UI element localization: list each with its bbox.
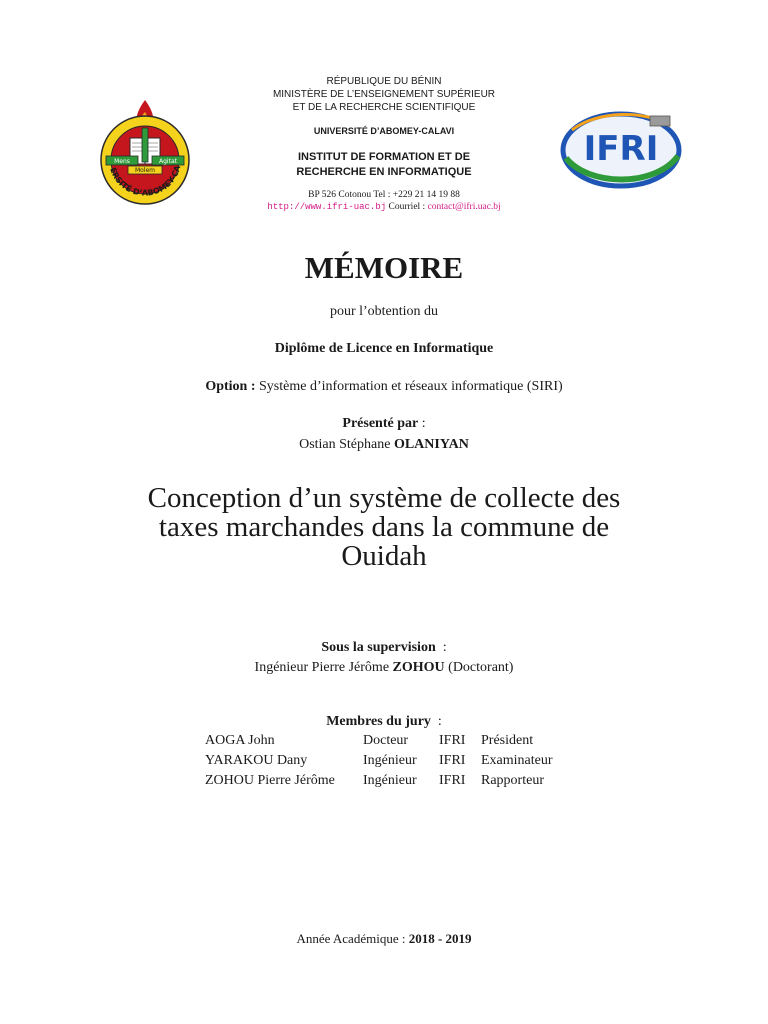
uac-banner-left: Mens bbox=[114, 158, 130, 165]
jury-name: YARAKOU Dany bbox=[205, 753, 308, 768]
supervision-line bbox=[0, 639, 768, 657]
jury-role: Examinateur bbox=[481, 753, 553, 768]
author-first: Ostian Stéphane bbox=[299, 437, 394, 452]
thesis-title-line1: Conception d’un système de collecte des bbox=[147, 482, 621, 514]
header-university: UNIVERSITÉ D’ABOMEY-CALAVI bbox=[313, 126, 455, 136]
jury-heading bbox=[0, 713, 768, 731]
jury-title: Ingénieur bbox=[363, 773, 417, 788]
uac-ring-text: ERSITÉ D’ABOMEY-CA bbox=[108, 164, 183, 198]
author-last: OLANIYAN bbox=[393, 437, 469, 452]
supervisor-last: ZOHOU bbox=[392, 660, 445, 675]
supervisor bbox=[0, 659, 768, 677]
jury-colon: : bbox=[430, 714, 442, 729]
jury-institution: IFRI bbox=[439, 753, 466, 768]
presented-by-colon: : bbox=[418, 416, 426, 431]
academic-year-label: Année Académique : bbox=[296, 931, 409, 946]
diploma: Diplôme de Licence en Informatique bbox=[274, 341, 494, 356]
jury-name: AOGA John bbox=[205, 733, 275, 748]
jury-role: Rapporteur bbox=[481, 773, 544, 788]
jury-title: Docteur bbox=[363, 733, 409, 748]
header-ministry-line2: ET DE LA RECHERCHE SCIENTIFIQUE bbox=[292, 102, 476, 113]
jury-institution: IFRI bbox=[439, 733, 466, 748]
thesis-title bbox=[0, 484, 768, 571]
presented-by-label: Présenté par bbox=[342, 416, 419, 431]
author bbox=[0, 436, 768, 454]
website-link[interactable]: http://www.ifri-uac.bj bbox=[267, 202, 387, 212]
header-institute-line1: INSTITUT DE FORMATION ET DE bbox=[297, 151, 471, 163]
uac-banner-right: Agitat bbox=[159, 158, 177, 165]
table-row bbox=[205, 751, 553, 771]
email-link[interactable]: contact@ifri.uac.bj bbox=[427, 202, 501, 212]
purpose: pour l’obtention du bbox=[329, 304, 439, 319]
jury-name: ZOHOU Pierre Jérôme bbox=[205, 773, 335, 788]
option-label: Option : bbox=[205, 379, 256, 394]
ifri-logo bbox=[558, 108, 684, 190]
jury-title: Ingénieur bbox=[363, 753, 417, 768]
academic-year-value: 2018 - 2019 bbox=[408, 931, 472, 946]
table-row bbox=[205, 731, 553, 751]
email-label: Courriel : bbox=[386, 202, 428, 212]
presented-by-line bbox=[0, 415, 768, 433]
jury-role: Président bbox=[481, 733, 534, 748]
header-ministry-line1: MINISTÈRE DE L’ENSEIGNEMENT SUPÉRIEUR bbox=[272, 89, 496, 100]
option-value: Système d’information et réseaux informatique (SIRI) bbox=[255, 379, 563, 394]
supervision-label: Sous la supervision bbox=[321, 640, 436, 655]
supervisor-prefix: Ingénieur Pierre Jérôme bbox=[254, 660, 393, 675]
ifri-logo-text: IFRI bbox=[583, 129, 659, 169]
jury-label: Membres du jury bbox=[326, 714, 431, 729]
uac-banner-bottom: Molem bbox=[134, 167, 156, 174]
option-line bbox=[0, 378, 768, 396]
document-type: MÉMOIRE bbox=[304, 250, 464, 285]
thesis-title-line2: taxes marchandes dans la commune de bbox=[158, 511, 610, 543]
header-republic: RÉPUBLIQUE DU BÉNIN bbox=[326, 76, 442, 87]
table-row bbox=[205, 771, 553, 791]
header-institute-line2: RECHERCHE EN INFORMATIQUE bbox=[296, 166, 472, 178]
jury-table bbox=[205, 731, 553, 791]
jury-institution: IFRI bbox=[439, 773, 466, 788]
uac-logo bbox=[92, 98, 198, 206]
supervision-colon: : bbox=[435, 640, 447, 655]
academic-year bbox=[0, 930, 768, 948]
header-address: BP 526 Cotonou Tel : +229 21 14 19 88 bbox=[308, 190, 460, 200]
supervisor-suffix: (Doctorant) bbox=[444, 660, 514, 675]
thesis-title-line3: Ouidah bbox=[341, 540, 427, 572]
